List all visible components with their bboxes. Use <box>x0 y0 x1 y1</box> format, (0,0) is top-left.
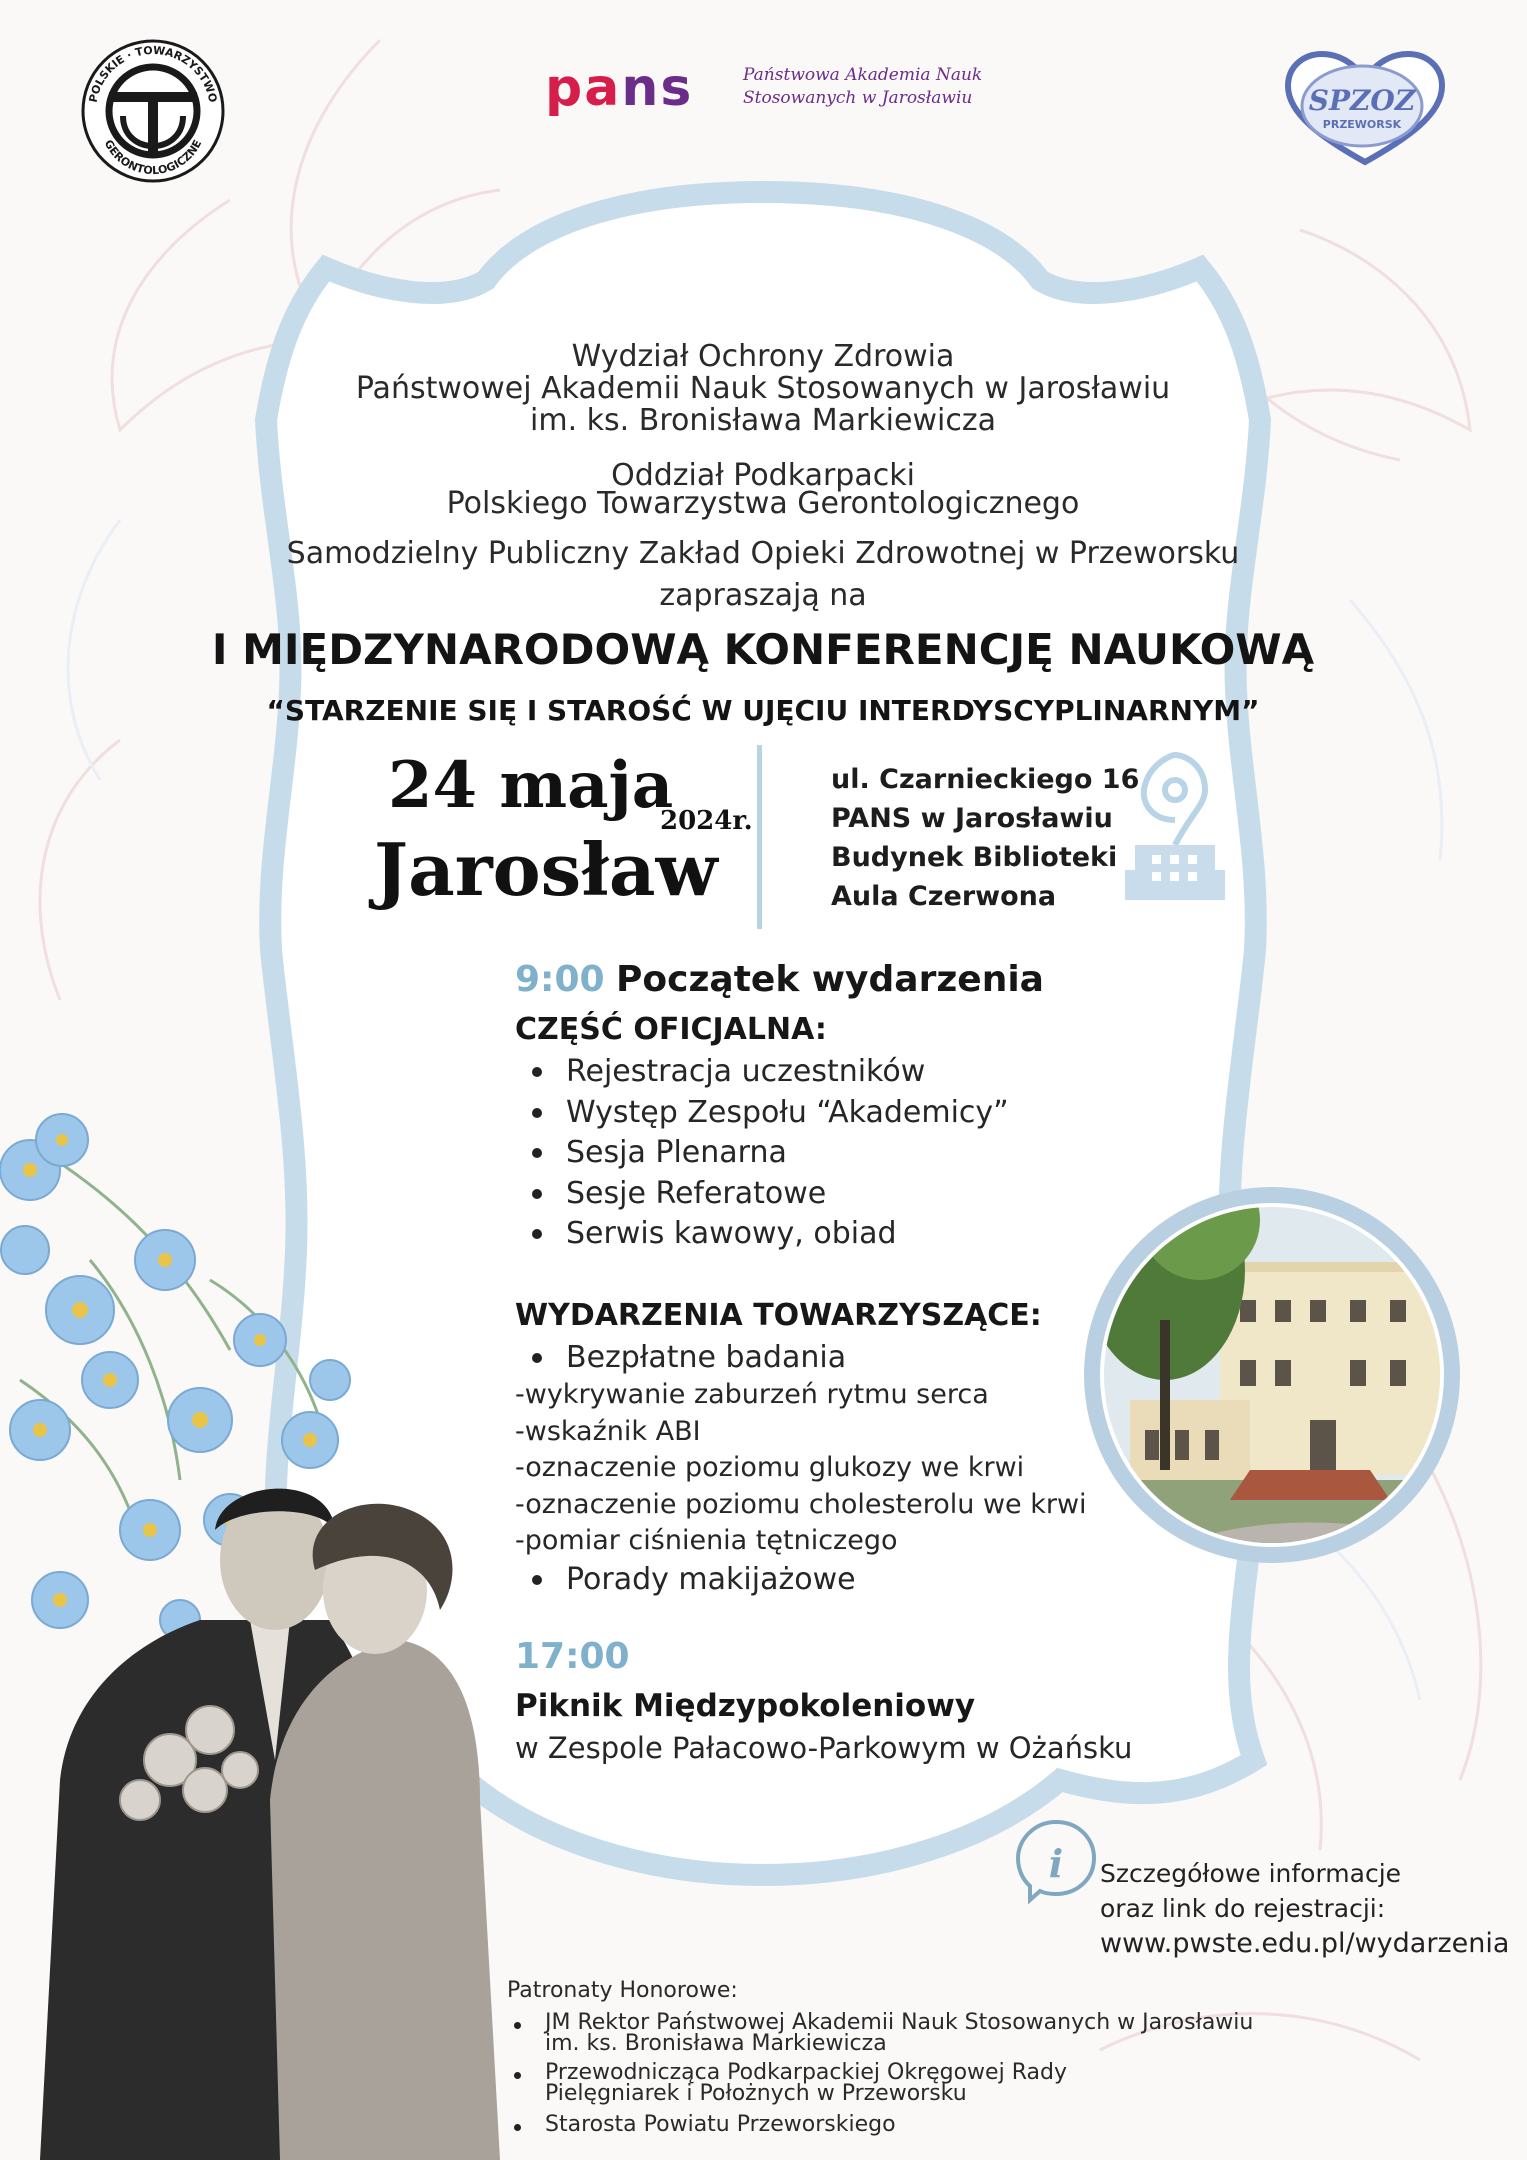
info-block <box>1100 1856 1509 1961</box>
ptg-logo <box>78 36 228 186</box>
event-date: 24 maja <box>388 748 674 823</box>
side-events-list <box>530 1338 846 1378</box>
registration-link[interactable]: www.pwste.edu.pl/wydarzenia <box>1100 1928 1510 1959</box>
faculty-line1: Wydział Ochrony Zdrowia <box>571 339 955 374</box>
spzoz-logo <box>1282 48 1448 168</box>
start-time: 9:00 <box>515 959 605 1000</box>
organizer-ptg <box>260 458 1266 521</box>
list-item: Serwis kawowy, obiad <box>530 1214 1009 1255</box>
patronage-item: Starosta Powiatu Przeworskiego <box>512 2114 1253 2135</box>
screening-item: -oznaczenie poziomu cholesterolu we krwi <box>515 1488 1087 1520</box>
patronage-title: Patronaty Honorowe: <box>507 1978 738 2003</box>
spzoz-line: Samodzielny Publiczny Zakład Opieki Zdrowotnej w Przeworsku <box>286 536 1240 571</box>
spzoz-logo-name: SPZOZ <box>1308 84 1416 117</box>
list-item: Bezpłatne badania <box>530 1338 846 1378</box>
pans-subtitle-line1: Państwowa Akademia Nauk <box>743 65 983 85</box>
official-part-list <box>530 1052 1009 1255</box>
evening-time: 17:00 <box>515 1636 630 1677</box>
patronage-item2-line1: Przewodnicząca Podkarpackiej Okręgowej Rady <box>545 2060 1067 2085</box>
event-year: 2024r. <box>660 806 753 836</box>
pans-logo <box>545 58 1005 118</box>
patronage-item <box>512 2062 1253 2104</box>
address-line: Budynek Biblioteki <box>831 842 1118 873</box>
address-line: Aula Czerwona <box>831 881 1057 912</box>
pans-subtitle-line2: Stosowanych w Jarosławiu <box>743 88 973 108</box>
list-item: Porady makijażowe <box>530 1560 856 1600</box>
list-item: Sesje Referatowe <box>530 1174 1009 1215</box>
list-item: Sesja Plenarna <box>530 1133 1009 1174</box>
evening-place: w Zespole Pałacowo-Parkowym w Ożańsku <box>515 1731 1133 1765</box>
organizer-spzoz <box>260 538 1266 570</box>
screening-list <box>515 1377 1087 1560</box>
list-item: Występ Zespołu “Akademicy” <box>530 1093 1009 1134</box>
faculty-line2: Państwowej Akademii Nauk Stosowanych w Jarosławiu <box>355 371 1171 406</box>
patronage-item1-line2: im. ks. Bronisława Markiewicza <box>545 2031 887 2056</box>
screening-item: -wykrywanie zaburzeń rytmu serca <box>515 1379 989 1410</box>
screening-item: -wskaźnik ABI <box>515 1415 701 1447</box>
spzoz-logo-town: PRZEWORSK <box>1322 118 1402 131</box>
pans-wordmark-part: ns <box>621 58 694 118</box>
address-line: PANS w Jarosławiu <box>831 803 1113 834</box>
address-line: ul. Czarnieckiego 16 <box>831 764 1140 795</box>
pans-wordmark: pans <box>545 58 694 118</box>
date-divider <box>757 745 762 929</box>
invite-text <box>260 580 1266 612</box>
patronage-item2-line2: Pielęgniarek i Położnych w Przeworsku <box>545 2081 967 2106</box>
patronage-item1-line1: JM Rektor Państwowej Akademii Nauk Stosowanych w Jarosławiu <box>545 2010 1254 2035</box>
event-city: Jarosław <box>374 827 718 912</box>
faculty-line3: im. ks. Bronisława Markiewicza <box>530 403 996 438</box>
organizer-faculty <box>260 341 1266 437</box>
invite-line: zapraszają na <box>659 578 867 613</box>
ptg-line1: Oddział Podkarpacki <box>611 458 915 493</box>
start-label: Początek wydarzenia <box>616 959 1044 1000</box>
event-address <box>831 760 1139 916</box>
conference-subtitle: “STARZENIE SIĘ I STAROŚĆ W UJĘCIU INTERDYSCYPLINARNYM” <box>266 694 1260 727</box>
ptg-line2: Polskiego Towarzystwa Gerontologicznego <box>446 486 1080 521</box>
patronage-item <box>512 2012 1253 2054</box>
evening-title: Piknik Międzypokoleniowy <box>515 1688 976 1724</box>
conference-title: I MIĘDZYNARODOWĄ KONFERENCJĘ NAUKOWĄ <box>211 625 1315 674</box>
screening-item: -oznaczenie poziomu glukozy we krwi <box>515 1452 1025 1483</box>
pans-subtitle <box>743 64 982 110</box>
ptg-logo-top-text: POLSKIE · TOWARZYSTWO <box>86 43 220 104</box>
official-part-title: CZĘŚĆ OFICJALNA: <box>515 1012 827 1047</box>
program-start <box>515 959 1044 1000</box>
patronage-list <box>512 2012 1253 2135</box>
svg-text:i: i <box>1048 1841 1064 1886</box>
screening-item: -pomiar ciśnienia tętniczego <box>515 1525 898 1556</box>
info-line1: Szczegółowe informacje <box>1100 1859 1402 1888</box>
info-line2: oraz link do rejestracji: <box>1100 1894 1386 1923</box>
side-events-list-2 <box>530 1560 856 1600</box>
list-item: Rejestracja uczestników <box>530 1052 1009 1093</box>
ptg-logo-bottom-text: GERONTOLOGICZNE <box>101 137 205 178</box>
side-events-title: WYDARZENIA TOWARZYSZĄCE: <box>515 1298 1042 1333</box>
